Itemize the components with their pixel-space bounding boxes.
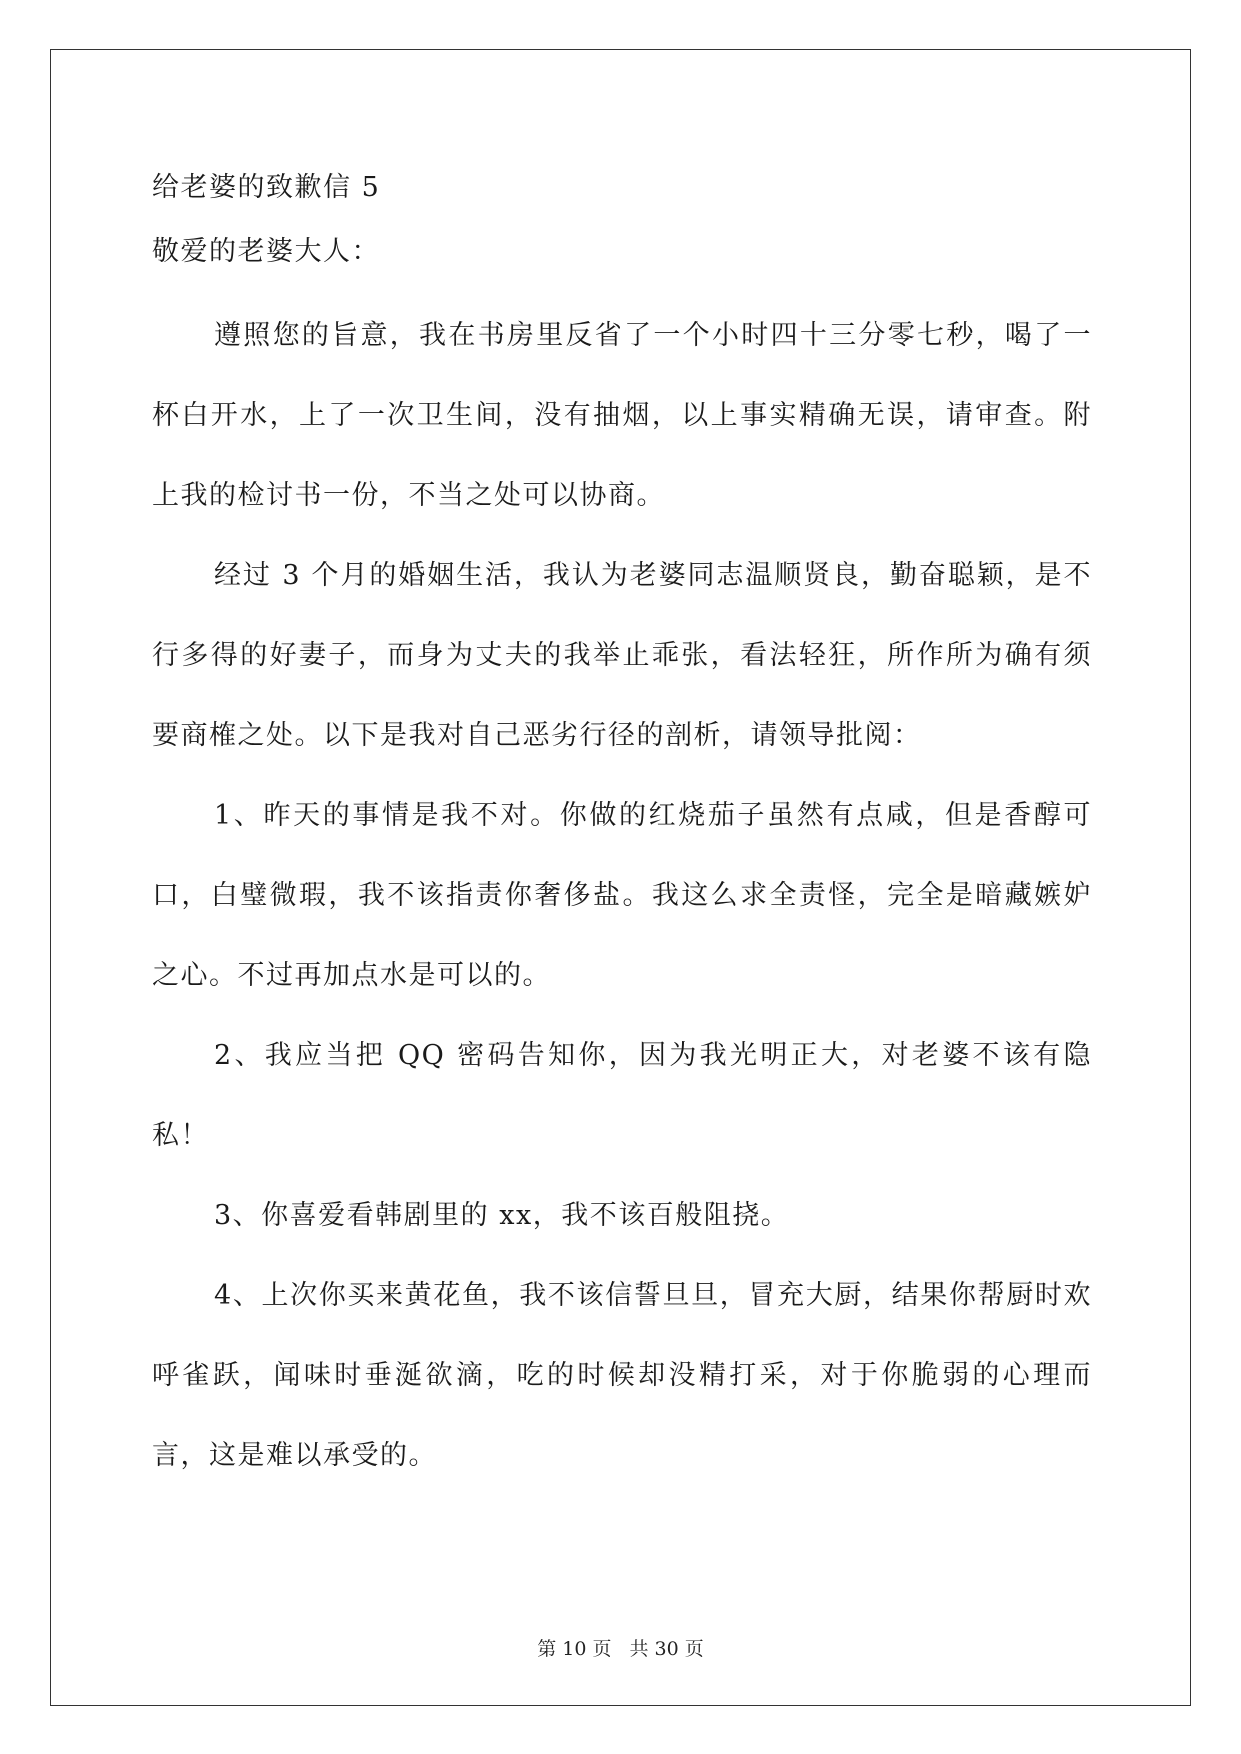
paragraph: 1、昨天的事情是我不对。你做的红烧茄子虽然有点咸，但是香醇可口，白璧微瑕，我不该指责你奢侈盐。我这么求全责怪，完全是暗藏嫉妒之心。不过再加点水是可以的。	[152, 800, 1092, 991]
paragraph: 遵照您的旨意，我在书房里反省了一个小时四十三分零七秒，喝了一杯白开水，上了一次卫生间，没有抽烟，以上事实精确无误，请审查。附上我的检讨书一份，不当之处可以协商。	[152, 320, 1092, 511]
paragraph: 3、你喜爱看韩剧里的 xx，我不该百般阻挠。	[214, 1200, 790, 1231]
paragraph: 2、我应当把 QQ 密码告知你，因为我光明正大，对老婆不该有隐私！	[152, 1040, 1092, 1151]
document-body	[152, 296, 1092, 1496]
salutation: 敬爱的老婆大人：	[152, 236, 380, 267]
page-number: 第 10 页	[537, 1638, 612, 1660]
paragraph: 4、上次你买来黄花鱼，我不该信誓旦旦，冒充大厨，结果你帮厨时欢呼雀跃，闻味时垂涎欲滴，吃的时候却没精打采，对于你脆弱的心理而言，这是难以承受的。	[152, 1280, 1092, 1471]
document-title: 给老婆的致歉信 5	[152, 172, 381, 203]
paragraph: 经过 3 个月的婚姻生活，我认为老婆同志温顺贤良，勤奋聪颖，是不行多得的好妻子，而身为丈夫的我举止乖张，看法轻狂，所作所为确有须要商榷之处。以下是我对自己恶劣行径的剖析，请领导批阅：	[152, 560, 1092, 751]
page-total: 共 30 页	[629, 1638, 704, 1660]
page-footer	[0, 1634, 1241, 1661]
